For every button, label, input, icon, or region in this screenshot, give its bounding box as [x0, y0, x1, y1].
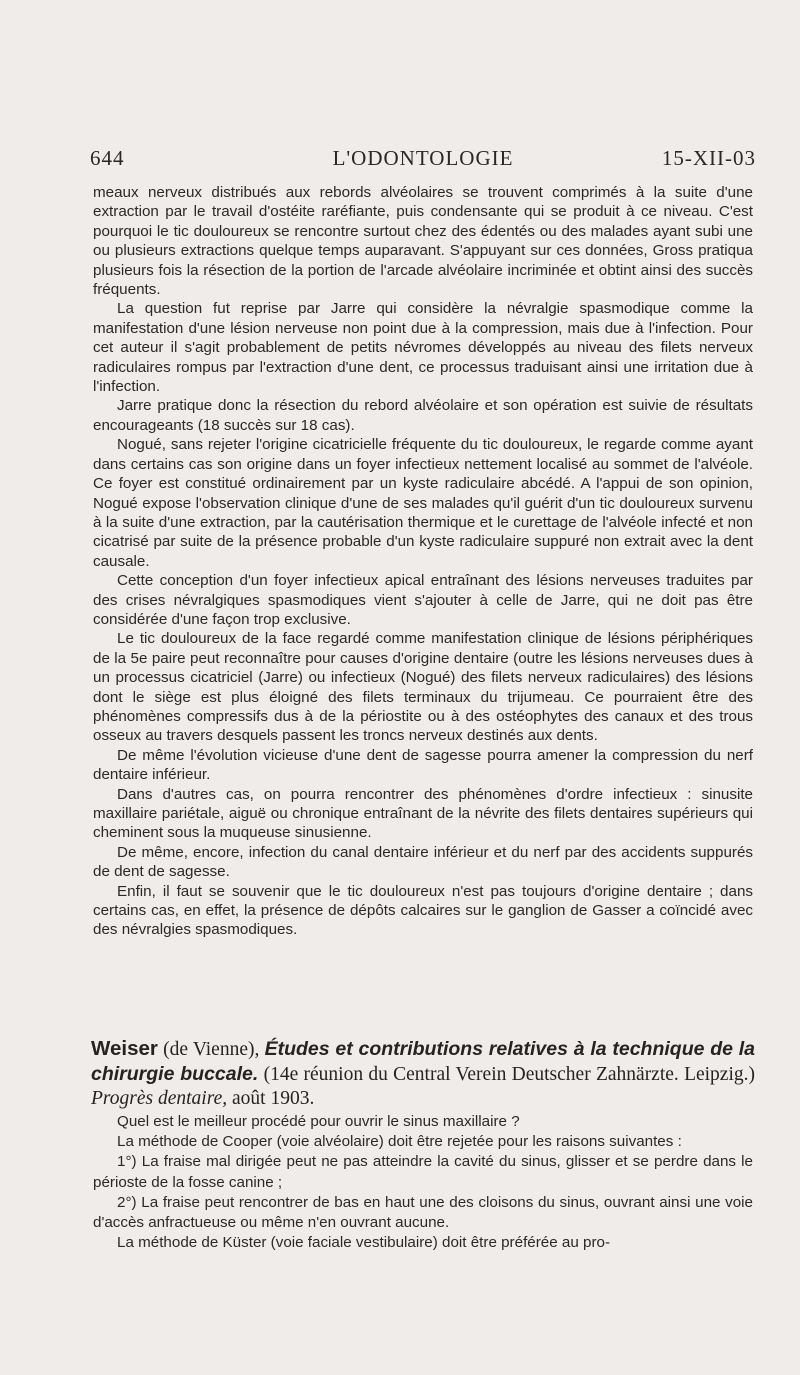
body-text	[93, 183, 753, 940]
paragraph: Jarre pratique donc la résection du rebord alvéolaire et son opération est suivie de résultats encourageants (18 succès sur 18 cas).	[93, 397, 753, 434]
paragraph: De même, encore, infection du canal dentaire inférieur et du nerf par des accidents suppurés de dent de sagesse.	[93, 843, 753, 881]
paragraph: Dans d'autres cas, on pourra rencontrer des phénomènes d'ordre infectieux : sinusite maxillaire pariétale, aiguë ou chronique entraînant de la névrite des filets dentaires supérieurs qui cheminent sous la muqueuse sinusienne.	[93, 785, 753, 842]
paragraph: Cette conception d'un foyer infectieux apical entraînant des lésions nerveuses traduites par des crises névralgiques spasmodiques vient s'ajouter à celle de Jarre, qui ne doit pas être considérée d'une façon trop exclusive.	[93, 572, 753, 628]
paragraph: 1°) La fraise mal dirigée peut ne pas atteindre la cavité du sinus, glisser et se perdre dans le périoste de la fosse canine ;	[93, 1153, 753, 1191]
bibliographic-citation	[91, 1037, 755, 1111]
citation-origin: (de Vienne),	[157, 1039, 265, 1060]
paragraph: Le tic douloureux de la face regardé comme manifestation clinique de lésions périphériques de la 5e paire peut reconnaître pour causes d'origine dentaire (outre les lésions nerveuses dues à un processus cicatriciel (Jarre) ou infectieux (Nogué) des filets nerveux radiculaires) des lésions dont le siège est plus éloigné des filets terminaux du trijumeau. Ce pourraient être des phénomènes compressifs dus à de la périostite ou à des ostéophytes des canaux et des trous osseux au travers desquels passent les troncs nerveux destinés aux dents.	[93, 630, 753, 745]
section-text	[93, 1112, 753, 1253]
paragraph: Nogué, sans rejeter l'origine cicatricielle fréquente du tic douloureux, le regarde comme ayant dans certains cas son origine dans un foyer infectieux nettement localisé au sommet de l'alvéole. Ce foyer est constitué ordinairement par un kyste radiculaire abcédé. A l'appui de son opinion, Nogué expose l'observation clinique d'une de ses malades qu'il guérit d'un tic douloureux survenu à la suite d'une extraction, par la cautérisation thermique et le curettage de l'alvéole infecté et non cicatrisé par suite de la présence probable d'un kyste radiculaire suppuré non extrait avec la dent causale.	[93, 436, 753, 570]
paragraph: La méthode de Küster (voie faciale vestibulaire) doit être préférée au pro-	[117, 1234, 611, 1252]
citation-author: Weiser	[91, 1037, 158, 1060]
paragraph: meaux nerveux distribués aux rebords alvéolaires se trouvent comprimés à la suite d'une extraction par le travail d'ostéite raréfiante, puis condensante qui se produit à ce niveau. C'est pourquoi le tic douloureux se rencontre surtout chez des édentés ou des malades ayant subi une ou plusieurs extractions quelque temps auparavant. S'appuyant sur ces données, Gross pratiqua plusieurs fois la résection de la portion de l'arcade alvéolaire incriminée et obtint ainsi des succès fréquents.	[93, 184, 753, 299]
running-header	[90, 146, 756, 176]
paragraph: La question fut reprise par Jarre qui considère la névralgie spasmodique comme la manifestation d'une lésion nerveuse non point due à la compression, mais due à l'infection. Pour cet auteur il s'agit probablement de petits névromes développés au niveau des filets nerveux radiculaires rompus par l'extraction d'une dent, ce processus traduisant ainsi une irritation due à l'infection.	[93, 300, 753, 396]
paragraph: 2°) La fraise peut rencontrer de bas en haut une des cloisons du sinus, ouvrant ainsi une voie d'accès anfractueuse ou même n'en ouvrant aucune.	[93, 1193, 753, 1232]
citation-journal: Progrès dentaire,	[91, 1088, 228, 1109]
paragraph: De même l'évolution vicieuse d'une dent de sagesse pourra amener la compression du nerf dentaire inférieur.	[93, 746, 753, 784]
citation-source: (14e réunion du Central Verein Deutscher Zahnärzte. Leipzig.)	[258, 1064, 755, 1085]
paragraph: Quel est le meilleur procédé pour ouvrir le sinus maxillaire ?	[117, 1113, 520, 1130]
citation-title: Études et contributions relatives à la technique de la chirurgie buccale.	[91, 1038, 756, 1085]
journal-title: L'ODONTOLOGIE	[332, 146, 514, 170]
paragraph: La méthode de Cooper (voie alvéolaire) doit être rejetée pour les raisons suivantes :	[117, 1133, 682, 1151]
paragraph: Enfin, il faut se souvenir que le tic douloureux n'est pas toujours d'origine dentaire ; dans certains cas, en effet, la présence de dépôts calcaires sur le ganglion de Gasser a coïncidé avec des névralgies spasmodiques.	[93, 882, 753, 939]
issue-date: 15-XII-03	[661, 146, 756, 170]
citation-line	[91, 1037, 755, 1111]
page-number: 644	[90, 146, 125, 170]
citation-date: août 1903.	[227, 1088, 315, 1109]
